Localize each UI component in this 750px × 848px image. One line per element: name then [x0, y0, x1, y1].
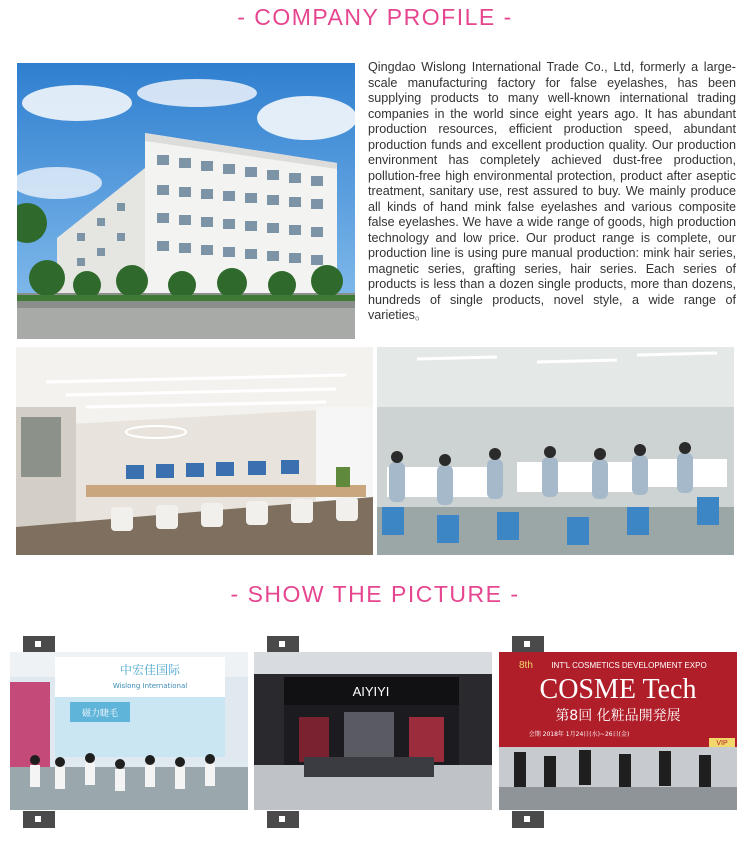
photo-corner-tab: [512, 636, 544, 653]
company-description: Qingdao Wislong International Trade Co., Ltd, formerly a large-scale manufacturing factory for false eyelashes, has been supplying products to many well-known international trading companies in the world since eight years ago. It has abundant production resources, efficient production speed, abundant production funds and excellent production quality. Our production environment has completely achieved dust-free production, pollution-free high environmental protection, product after aseptic treatment, sanitary use, rest assured to buy. We mainly produce all kinds of hand mink false eyelashes and various composite false eyelashes. We have a wide range of goods, high production technology and low price. Our product range is complete, our production line is using pure manual production: mink hair series, magnetic series, grafting series, hair series. Each series of products is less than a dozen single products, more than dozens, hundreds of single products, novel style, a wide range of varieties。: [368, 60, 736, 322]
photo-corner-tab: [267, 811, 299, 828]
workshop-photo: [377, 347, 734, 555]
company-profile-heading: - COMPANY PROFILE -: [237, 4, 513, 30]
expo-booth-photo-1: [10, 652, 248, 810]
expo3-vip: VIP: [716, 740, 728, 747]
expo1-banner: 磁力睫毛: [81, 709, 119, 719]
photo-corner-tab: [512, 811, 544, 828]
expo3-subtitle: 第8回 化粧品開発展: [555, 708, 681, 724]
expo-booth-photo-2: [254, 652, 492, 810]
expo1-subsign: Wislong International: [112, 682, 188, 690]
office-interior-photo: [16, 347, 373, 555]
factory-building-photo: [17, 63, 355, 339]
expo2-brand: AIYIYI: [352, 684, 390, 699]
expo3-dates: 会期 2018年 1月24日(水)~26日(金): [528, 731, 630, 738]
expo-booth-photo-3: [499, 652, 737, 810]
expo1-sign: 中宏佳国际: [119, 663, 181, 677]
photo-corner-tab: [23, 811, 55, 828]
expo3-title: COSME Tech: [539, 674, 697, 705]
expo3-badge: 8th: [519, 660, 533, 671]
expo3-headline: INT'L COSMETICS DEVELOPMENT EXPO: [551, 661, 707, 670]
show-picture-heading: - SHOW THE PICTURE -: [230, 581, 520, 607]
photo-corner-tab: [23, 636, 55, 653]
photo-corner-tab: [267, 636, 299, 653]
